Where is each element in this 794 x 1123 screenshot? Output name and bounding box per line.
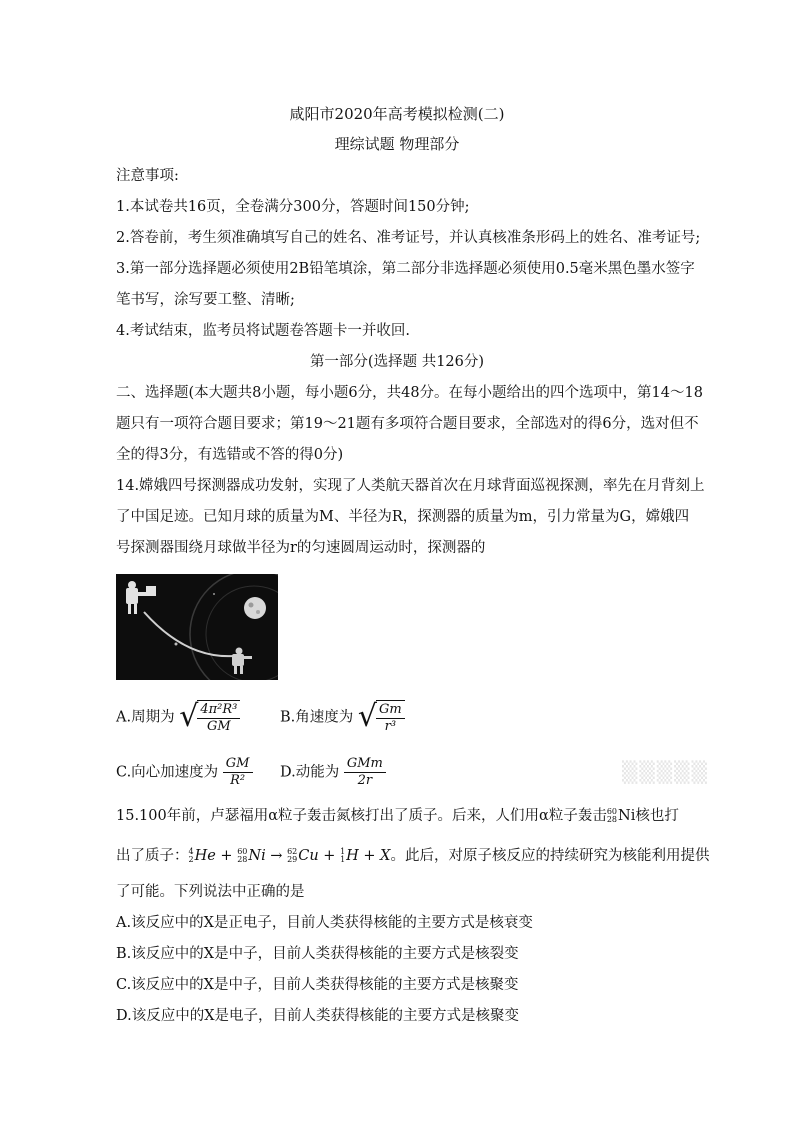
notice-heading: 注意事项: (116, 168, 179, 184)
q14-option-c[interactable]: C.向心加速度为 $\frac{GM}{\text{R²}}$ (116, 756, 253, 789)
instructions-line: 二、选择题(本大题共8小题，每小题6分，共48分。在每小题给出的四个选项中，第14～18 (116, 385, 703, 401)
notice-item: 1.本试卷共16页，全卷满分300分，答题时间150分钟; (116, 199, 470, 215)
instructions-line: 题只有一项符合题目要求；第19～21题有多项符合题目要求，全部选对的得6分，选对但不 (116, 416, 699, 432)
notice-item: 笔书写，涂写要工整、清晰; (116, 292, 295, 308)
q15-option-a[interactable]: A.该反应中的X是正电子，目前人类获得核能的主要方式是核衰变 (116, 915, 533, 931)
part1-heading: 第一部分(选择题 共126分) (309, 354, 485, 370)
q14-stem: 号探测器围绕月球做半径为r的匀速圆周运动时，探测器的 (116, 540, 486, 556)
q15-stem-line1: 15.100年前，卢瑟福用α粒子轰击氮核打出了质子。后来，人们用α粒子轰击 60 28 Ni核也打 (116, 807, 679, 824)
q14-option-a[interactable]: A.周期为 √ $\frac{\text{4π²R³}}{GM}$ (116, 700, 240, 735)
chang-e-photo (116, 574, 278, 680)
nuclear-equation: 4 2 He + 60 28 Ni → 62 29 Cu + 1 1 H + X (188, 847, 391, 864)
q15-stem-line2: 出了质子： 4 2 He + 60 28 Ni → 62 29 Cu + 1 1 H + X。此后，对原子核反应的持续研究为核能利用提供 (116, 847, 710, 864)
exam-subtitle: 理综试题 物理部分 (334, 135, 460, 153)
instructions-line: 全的得3分，有选错或不答的得0分) (116, 447, 344, 463)
watermark: ▒▒▒▒▒ (622, 760, 709, 784)
q14-option-b[interactable]: B.角速度为 √ $\frac{Gm}{\text{r³}}$ (280, 700, 405, 735)
notice-item: 3.第一部分选择题必须使用2B铅笔填涂，第二部分非选择题必须使用0.5毫米黑色墨水签字 (116, 261, 695, 277)
exam-title: 咸阳市2020年高考模拟检测(二) (289, 105, 505, 123)
q15-option-b[interactable]: B.该反应中的X是中子，目前人类获得核能的主要方式是核裂变 (116, 946, 519, 962)
q14-stem: 14.嫦娥四号探测器成功发射，实现了人类航天器首次在月球背面巡视探测，率先在月背刻上 (116, 478, 705, 494)
q15-option-d[interactable]: D.该反应中的X是电子，目前人类获得核能的主要方式是核聚变 (116, 1008, 520, 1024)
notice-item: 4.考试结束，监考员将试题卷答题卡一并收回. (116, 323, 410, 339)
q14-stem: 了中国足迹。已知月球的质量为M、半径为R，探测器的质量为m，引力常量为G，嫦娥四 (116, 509, 690, 525)
q15-stem-line3: 了可能。下列说法中正确的是 (116, 884, 305, 900)
q15-option-c[interactable]: C.该反应中的X是中子，目前人类获得核能的主要方式是核聚变 (116, 977, 519, 993)
notice-item: 2.答卷前，考生须准确填写自己的姓名、准考证号，并认真核准条形码上的姓名、准考证号; (116, 230, 701, 246)
moon-orbit-illustration (116, 574, 278, 680)
q14-option-d[interactable]: D.动能为 $\frac{\text{GMm}}{2r}$ (280, 756, 386, 789)
